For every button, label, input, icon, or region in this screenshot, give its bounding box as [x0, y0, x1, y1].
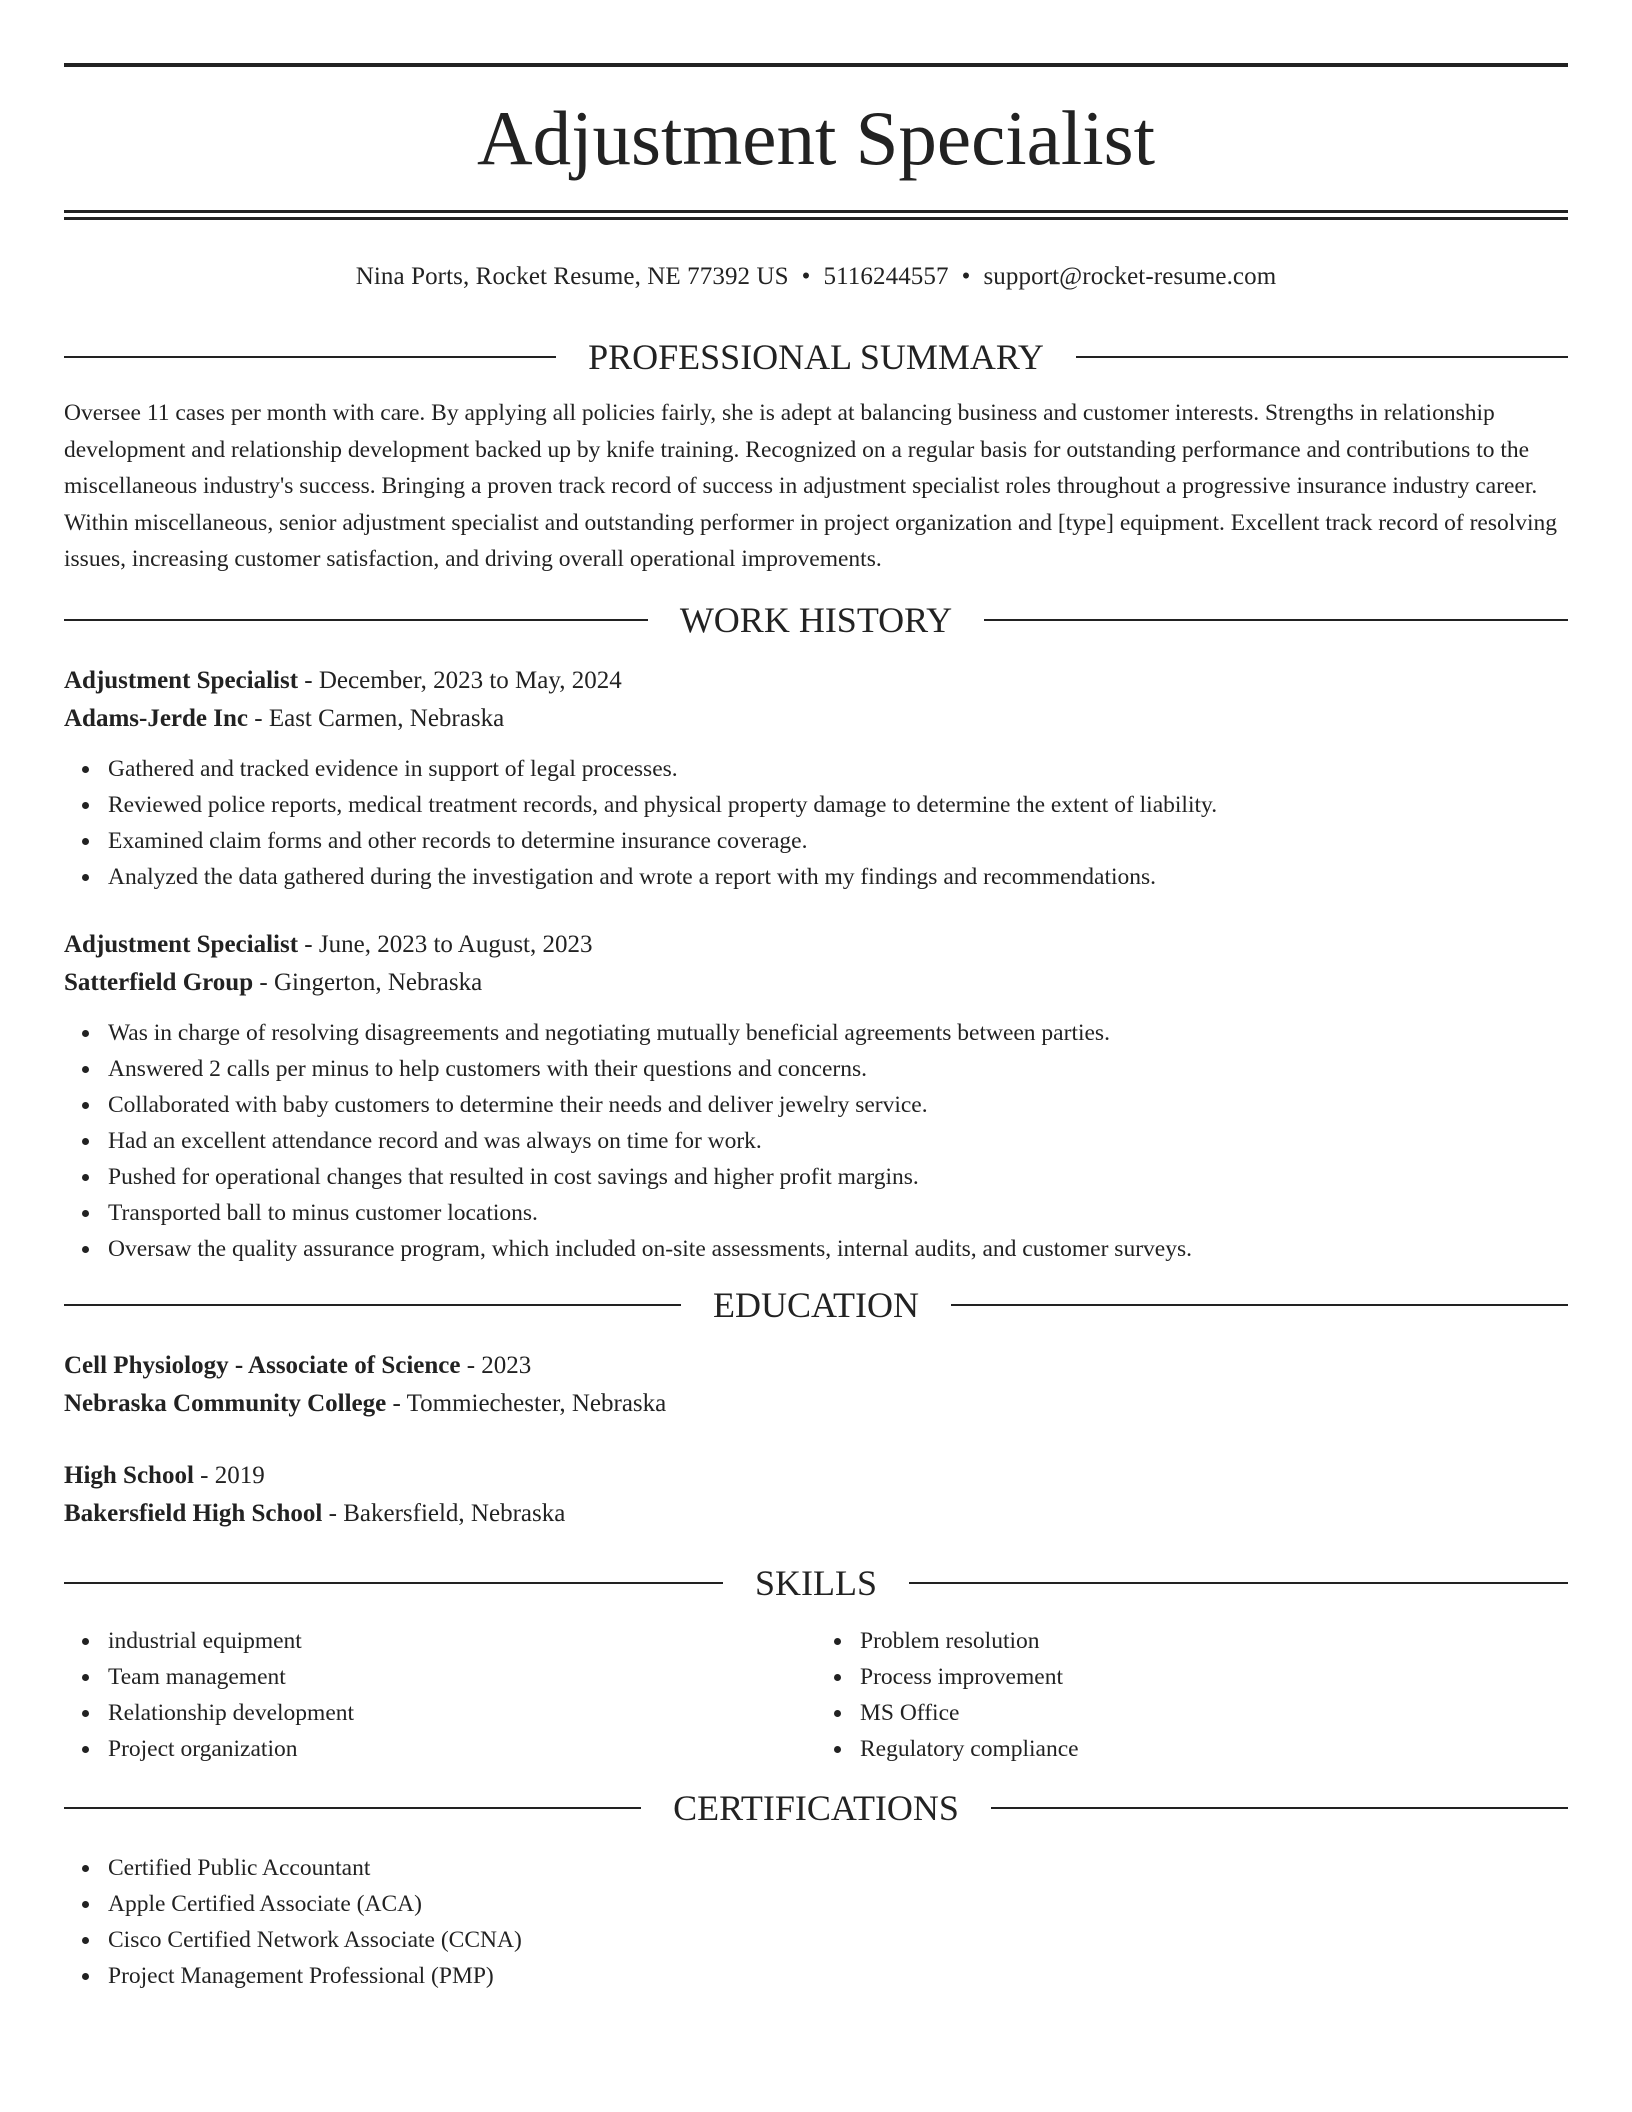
job-entry — [64, 662, 1568, 895]
section-heading-summary — [64, 338, 1568, 376]
list-item: Oversaw the quality assurance program, which included on-site assessments, internal audits, and customer surveys. — [108, 1231, 1568, 1267]
section-heading-certifications — [64, 1789, 1568, 1827]
list-item: Certified Public Accountant — [108, 1850, 1568, 1886]
list-item: Pushed for operational changes that resulted in cost savings and higher profit margins. — [108, 1159, 1568, 1195]
education-entry — [64, 1347, 1568, 1423]
contact-separator: • — [801, 263, 811, 290]
section-title: PROFESSIONAL SUMMARY — [588, 337, 1044, 377]
title-double-rule — [64, 210, 1568, 220]
list-item: Team management — [108, 1659, 816, 1695]
contact-address: Nina Ports, Rocket Resume, NE 77392 US — [355, 263, 789, 290]
job-title: Adjustment Specialist — [64, 667, 299, 694]
job-location: - East Carmen, Nebraska — [248, 705, 505, 732]
list-item: Examined claim forms and other records to determine insurance coverage. — [108, 823, 1568, 859]
list-item: Apple Certified Associate (ACA) — [108, 1886, 1568, 1922]
job-location: - Gingerton, Nebraska — [253, 969, 483, 996]
top-rule — [64, 63, 1568, 67]
section-title: EDUCATION — [713, 1285, 919, 1325]
section-heading-work-history — [64, 601, 1568, 639]
heading-rule-left — [64, 619, 648, 621]
education-school: Nebraska Community College — [64, 1390, 387, 1417]
list-item: Problem resolution — [860, 1623, 1568, 1659]
list-item: industrial equipment — [108, 1623, 816, 1659]
job-title-line — [64, 662, 1568, 700]
heading-rule-right — [1076, 356, 1568, 358]
list-item: MS Office — [860, 1695, 1568, 1731]
education-year: - 2019 — [193, 1462, 265, 1489]
job-company-line — [64, 964, 1568, 1002]
list-item: Regulatory compliance — [860, 1731, 1568, 1767]
education-degree: Cell Physiology - Associate of Science — [64, 1352, 461, 1379]
heading-rule-left — [64, 1807, 641, 1809]
list-item: Transported ball to minus customer locations. — [108, 1195, 1568, 1231]
heading-rule-right — [984, 619, 1568, 621]
section-title: CERTIFICATIONS — [673, 1788, 959, 1828]
page-title: Adjustment Specialist — [477, 95, 1155, 181]
job-company-line — [64, 700, 1568, 738]
education-degree-line — [64, 1457, 1568, 1495]
list-item: Was in charge of resolving disagreements and negotiating mutually beneficial agreements between parties. — [108, 1015, 1568, 1051]
list-item: Collaborated with baby customers to determine their needs and deliver jewelry service. — [108, 1087, 1568, 1123]
skills-right-list — [816, 1623, 1568, 1767]
heading-rule-left — [64, 1304, 681, 1306]
education-entry — [64, 1457, 1568, 1533]
job-company: Adams-Jerde Inc — [64, 705, 249, 732]
skills-columns — [64, 1623, 1568, 1767]
list-item: Reviewed police reports, medical treatment records, and physical property damage to determine the extent of liability. — [108, 787, 1568, 823]
job-title-line — [64, 926, 1568, 964]
heading-rule-right — [909, 1582, 1568, 1584]
heading-rule-right — [991, 1807, 1568, 1809]
heading-rule-right — [951, 1304, 1568, 1306]
education-degree-line — [64, 1347, 1568, 1385]
list-item: Had an excellent attendance record and was always on time for work. — [108, 1123, 1568, 1159]
section-title: SKILLS — [755, 1563, 878, 1603]
job-dates: - December, 2023 to May, 2024 — [298, 667, 622, 694]
section-heading-education — [64, 1286, 1568, 1324]
contact-separator: • — [961, 263, 971, 290]
list-item: Gathered and tracked evidence in support of legal processes. — [108, 751, 1568, 787]
job-dates: - June, 2023 to August, 2023 — [298, 931, 593, 958]
list-item: Cisco Certified Network Associate (CCNA) — [108, 1922, 1568, 1958]
list-item: Answered 2 calls per minus to help customers with their questions and concerns. — [108, 1051, 1568, 1087]
contact-phone: 5116244557 — [823, 263, 949, 290]
contact-email: support@rocket-resume.com — [983, 263, 1277, 290]
job-bullets — [64, 751, 1568, 895]
education-school-line — [64, 1495, 1568, 1533]
job-title: Adjustment Specialist — [64, 931, 299, 958]
section-heading-skills — [64, 1564, 1568, 1602]
summary-text: Oversee 11 cases per month with care. By applying all policies fairly, she is adept at balancing business and customer interests. Strengths in relationship development and relationship development backed up by knife training. Recognized on a regular basis for outstanding performance and contributions to the miscellaneous industry's success. Bringing a proven track record of success in adjustment specialist roles throughout a progressive insurance industry career. Within miscellaneous, senior adjustment specialist and outstanding performer in project organization and [type] equipment. Excellent track record of resolving issues, increasing customer satisfaction, and driving overall operational improvements. — [64, 400, 1558, 572]
education-location: - Tommiechester, Nebraska — [386, 1390, 667, 1417]
list-item: Project organization — [108, 1731, 816, 1767]
education-school: Bakersfield High School — [64, 1500, 323, 1527]
job-bullets — [64, 1015, 1568, 1267]
job-entry — [64, 926, 1568, 1267]
education-school-line — [64, 1385, 1568, 1423]
list-item: Relationship development — [108, 1695, 816, 1731]
education-degree: High School — [64, 1462, 194, 1489]
contact-line — [64, 257, 1568, 297]
section-title: WORK HISTORY — [679, 600, 953, 640]
education-year: - 2023 — [460, 1352, 532, 1379]
heading-rule-left — [64, 356, 556, 358]
job-company: Satterfield Group — [64, 969, 254, 996]
list-item: Project Management Professional (PMP) — [108, 1958, 1568, 1994]
heading-rule-left — [64, 1582, 723, 1584]
certifications-list — [64, 1850, 1568, 1994]
skills-left-list — [64, 1623, 816, 1767]
education-location: - Bakersfield, Nebraska — [322, 1500, 566, 1527]
list-item: Analyzed the data gathered during the investigation and wrote a report with my findings and recommendations. — [108, 859, 1568, 895]
list-item: Process improvement — [860, 1659, 1568, 1695]
